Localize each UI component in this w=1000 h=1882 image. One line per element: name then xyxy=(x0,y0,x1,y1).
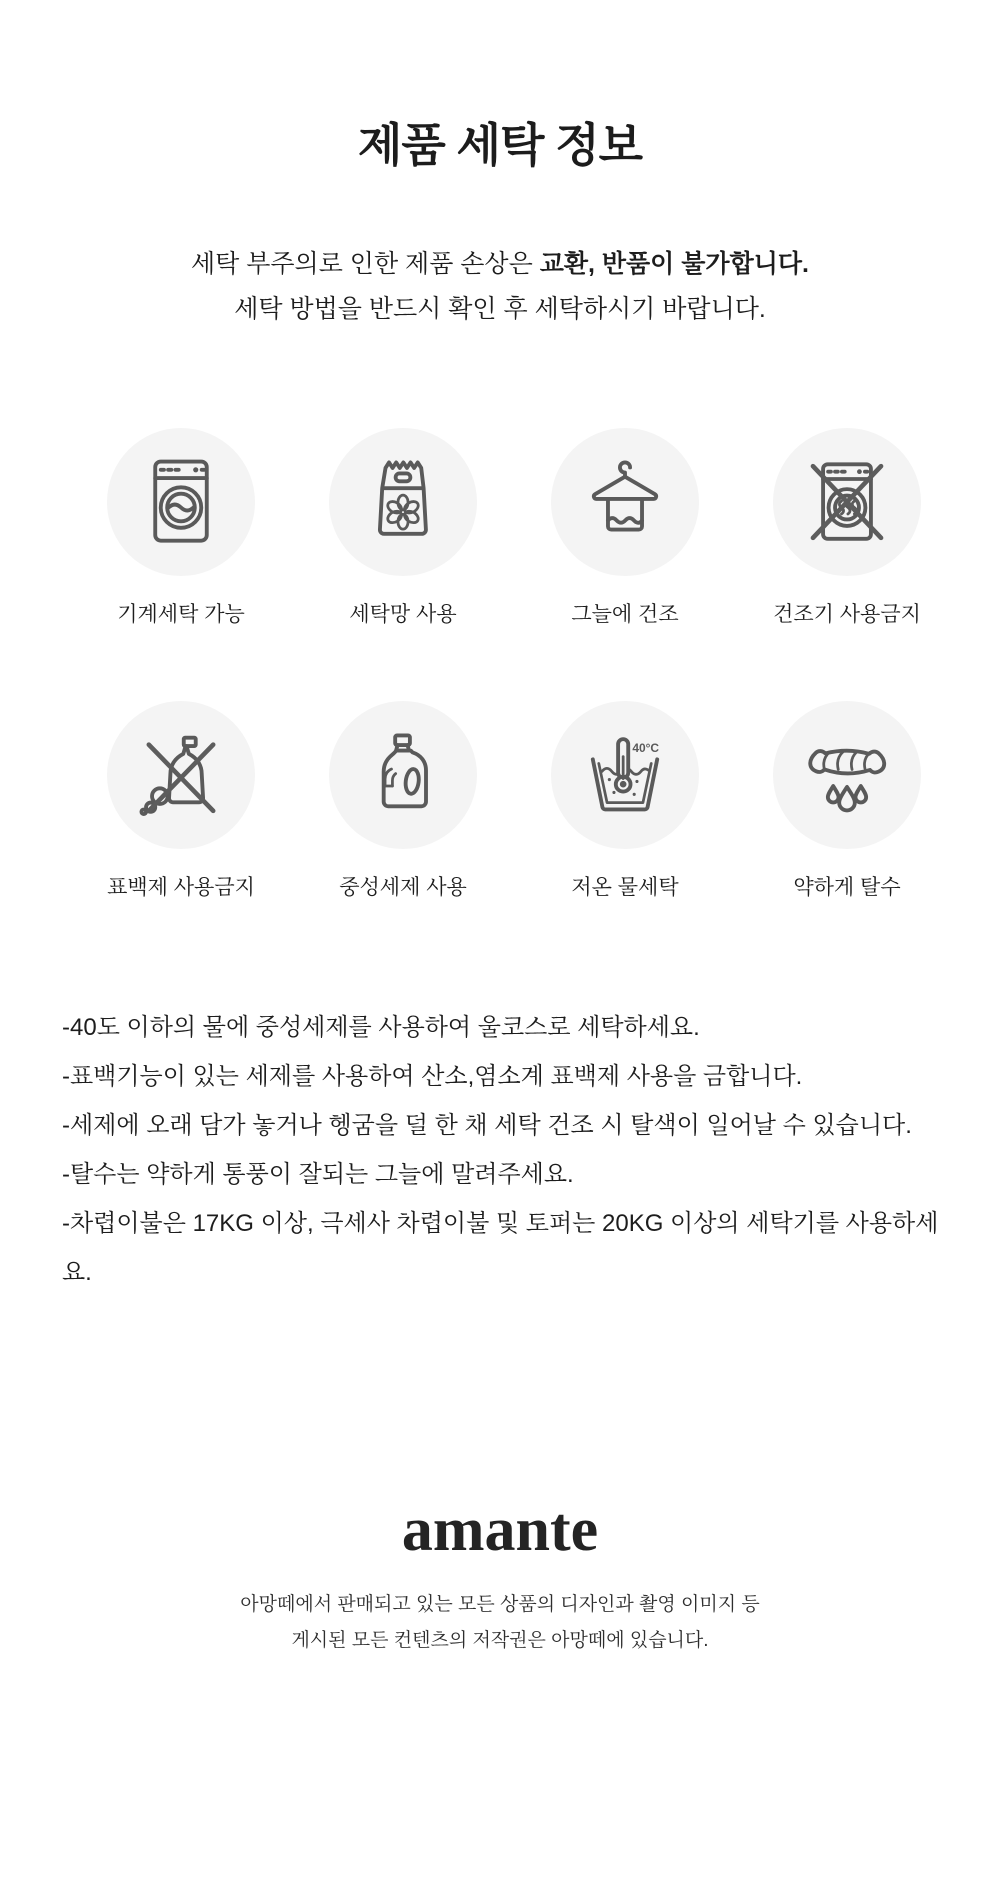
care-label: 중성세제 사용 xyxy=(339,876,467,899)
instruction-line: -탈수는 약하게 통풍이 잘되는 그늘에 말려주세요. xyxy=(62,1161,574,1188)
copyright-line-1: 아망떼에서 판매되고 있는 모든 상품의 디자인과 촬영 이미지 등 xyxy=(240,1594,760,1615)
icon-circle xyxy=(107,701,255,849)
no-tumble-dryer-icon xyxy=(801,456,893,548)
care-item-machine-wash xyxy=(70,428,292,627)
care-label: 세탁망 사용 xyxy=(349,603,457,626)
care-item-no-bleach xyxy=(70,701,292,900)
no-bleach-icon xyxy=(135,729,227,821)
icon-circle xyxy=(329,701,477,849)
care-item-low-temp-wash xyxy=(514,701,736,900)
care-label: 저온 물세탁 xyxy=(571,876,679,899)
care-item-no-dryer xyxy=(736,428,958,627)
copyright-line-2: 게시된 모든 컨텐츠의 저작권은 아망떼에 있습니다. xyxy=(291,1630,709,1651)
low-temp-wash-icon xyxy=(579,729,671,821)
brand-logo: amante xyxy=(401,1496,599,1564)
instruction-line: -세제에 오래 담가 놓거나 헹굼을 덜 한 채 세탁 건조 시 탈색이 일어날 수 있습니다. xyxy=(62,1112,912,1139)
copyright-footer xyxy=(0,1587,1000,1659)
washing-machine-icon xyxy=(135,456,227,548)
wash-notice xyxy=(0,242,1000,332)
water-drop xyxy=(855,786,866,802)
icon-circle xyxy=(773,428,921,576)
care-label: 표백제 사용금지 xyxy=(107,876,255,899)
icon-circle xyxy=(107,428,255,576)
instruction-line: -표백기능이 있는 세제를 사용하여 산소,염소계 표백제 사용을 금합니다. xyxy=(62,1063,803,1090)
gentle-spin-icon xyxy=(801,729,893,821)
instruction-line: -40도 이하의 물에 중성세제를 사용하여 울코스로 세탁하세요. xyxy=(62,1014,700,1041)
water-drop xyxy=(839,787,855,810)
temp-label: 40°C xyxy=(632,741,660,755)
care-label: 약하게 탈수 xyxy=(793,876,901,899)
icon-circle xyxy=(773,701,921,849)
care-item-laundry-net xyxy=(292,428,514,627)
notice-line-1: 세탁 부주의로 인한 제품 손상은 교환, 반품이 불가합니다. xyxy=(191,250,809,278)
care-item-gentle-spin xyxy=(736,701,958,900)
care-item-shade-dry xyxy=(514,428,736,627)
flower-glyph xyxy=(386,495,421,529)
care-label: 그늘에 건조 xyxy=(571,603,679,626)
icon-circle xyxy=(329,428,477,576)
care-label: 기계세탁 가능 xyxy=(117,603,245,626)
care-instructions-list xyxy=(62,1003,962,1297)
icon-circle xyxy=(551,701,699,849)
shade-dry-icon xyxy=(579,456,671,548)
icon-circle xyxy=(551,428,699,576)
notice-line-2: 세탁 방법을 반드시 확인 후 세탁하시기 바랍니다. xyxy=(234,295,766,323)
instruction-line: -차렵이불은 17KG 이상, 극세사 차렵이불 및 토퍼는 20KG 이상의 세탁기를 사용하세요. xyxy=(62,1210,939,1286)
care-item-neutral-detergent xyxy=(292,701,514,900)
page-title: 제품 세탁 정보 xyxy=(357,119,643,171)
laundry-net-icon xyxy=(357,456,449,548)
care-label: 건조기 사용금지 xyxy=(773,603,921,626)
neutral-detergent-icon xyxy=(357,729,449,821)
care-icon-grid xyxy=(70,428,958,900)
water-drop xyxy=(828,786,839,802)
